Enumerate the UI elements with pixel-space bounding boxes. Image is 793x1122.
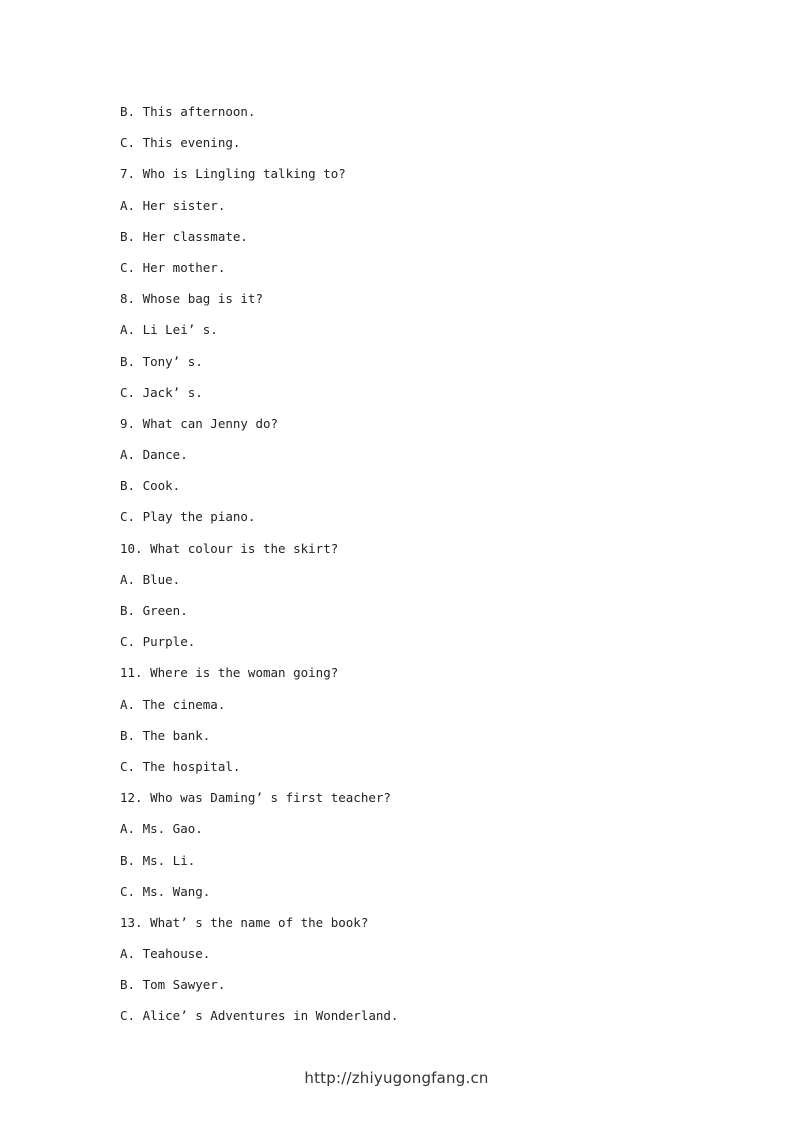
option-line: C. Play the piano. — [120, 509, 256, 525]
option-line: A. Her sister. — [120, 197, 226, 213]
question-line: 11. Where is the woman going? — [120, 665, 339, 681]
option-line: A. Teahouse. — [120, 946, 211, 962]
option-line: C. Ms. Wang. — [120, 883, 211, 899]
option-line: C. Purple. — [120, 634, 196, 650]
question-line: 13. What’ s the name of the book? — [120, 914, 369, 930]
option-line: A. The cinema. — [120, 696, 226, 712]
option-line: B. Tom Sawyer. — [120, 977, 226, 993]
question-list — [120, 102, 398, 1038]
option-line: A. Dance. — [120, 447, 188, 463]
option-line: B. Tony’ s. — [120, 353, 203, 369]
option-line: B. The bank. — [120, 727, 211, 743]
option-line: C. This evening. — [120, 135, 241, 151]
option-line: C. Alice’ s Adventures in Wonderland. — [120, 1008, 399, 1024]
question-line: 9. What can Jenny do? — [120, 415, 279, 431]
option-line: C. Jack’ s. — [120, 384, 203, 400]
option-line: C. Her mother. — [120, 259, 226, 275]
option-line: C. The hospital. — [120, 758, 241, 774]
question-line: 7. Who is Lingling talking to? — [120, 166, 346, 182]
footer-url: http://zhiyugongfang.cn — [304, 1069, 489, 1087]
option-line: B. Green. — [120, 603, 188, 618]
option-line: A. Ms. Gao. — [120, 821, 203, 837]
question-line: 12. Who was Daming’ s first teacher? — [120, 790, 391, 806]
option-line: A. Li Lei’ s. — [120, 322, 218, 338]
option-line: B. This afternoon. — [120, 104, 256, 119]
question-line: 10. What colour is the skirt? — [120, 540, 339, 556]
option-line: A. Blue. — [120, 571, 181, 587]
option-line: B. Her classmate. — [120, 228, 248, 244]
option-line: B. Cook. — [120, 478, 181, 494]
question-line: 8. Whose bag is it? — [120, 291, 263, 307]
option-line: B. Ms. Li. — [120, 852, 196, 868]
